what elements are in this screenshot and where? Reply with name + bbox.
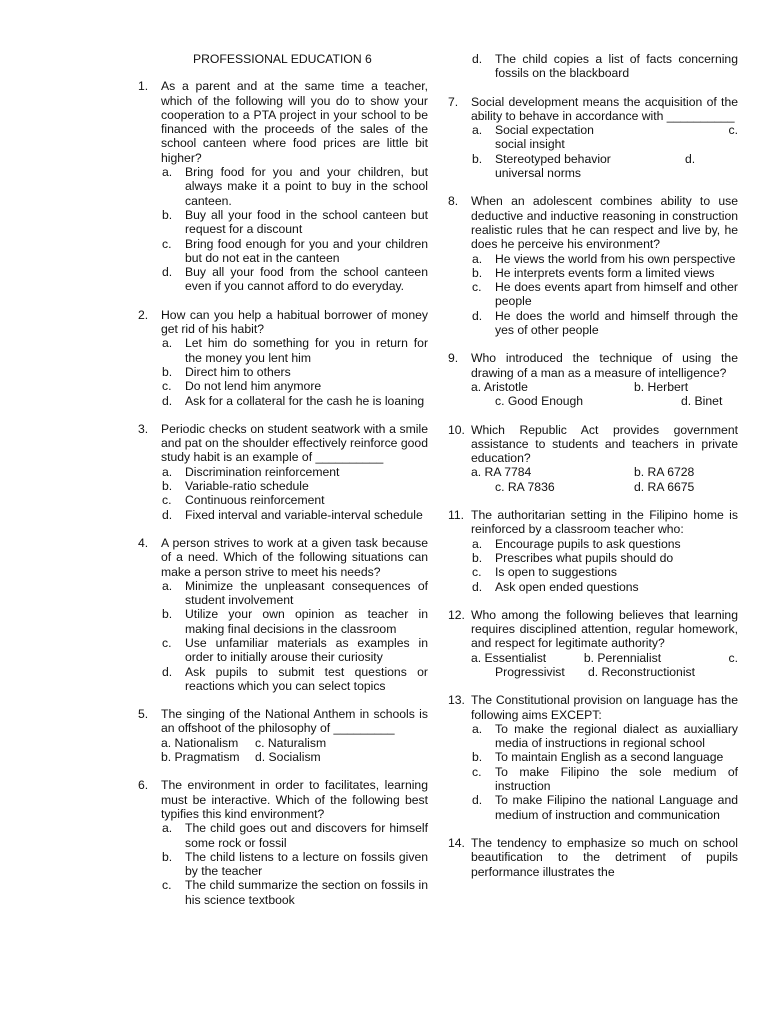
- option-d: d. Buy all your food from the school canteen even if you cannot afford to do everyday.: [162, 265, 428, 294]
- options-row: [471, 380, 738, 394]
- question-6: [138, 778, 428, 907]
- options-row: [471, 465, 738, 479]
- option-c: c. Is open to suggestions: [472, 565, 617, 580]
- question-number: 2.: [138, 307, 149, 322]
- option-d: d. Ask open ended questions: [472, 579, 639, 594]
- option-a: a. Social expectation c.: [472, 123, 738, 138]
- option-d: d. Fixed interval and variable-interval schedule: [162, 507, 423, 522]
- options-row: [161, 750, 428, 764]
- question-text: The authoritarian setting in the Filipino home is reinforced by a classroom teacher who:: [471, 508, 738, 537]
- question-8: [448, 194, 738, 337]
- option-a: a. He views the world from his own perspective: [472, 251, 736, 266]
- option-c: Progressivist: [495, 664, 565, 679]
- options-row: [471, 394, 738, 408]
- question-12: [448, 608, 738, 679]
- option-b: b. RA 6728: [634, 465, 695, 480]
- question-5: [138, 707, 428, 764]
- question-text: Who among the following believes that learning requires disciplined attention, regular homework, and respect for legitimate authority?: [471, 607, 738, 651]
- option-b: b. Herbert: [634, 379, 689, 394]
- question-number: 1.: [138, 79, 149, 94]
- question-number: 11.: [448, 508, 465, 523]
- option-a: a. Let him do something for you in return for the money you lent him: [162, 336, 428, 365]
- question-text: Social development means the acquisition of the ability to behave in accordance with __________: [471, 94, 738, 123]
- option-b: b. To maintain English as a second language: [472, 750, 724, 765]
- question-number: 13.: [448, 693, 465, 708]
- option-c: social insight: [495, 137, 565, 152]
- option-d: d. Ask pupils to submit test questions or reactions which you can select topics: [162, 664, 428, 693]
- option-a: a. Minimize the unpleasant consequences of student involvement: [162, 578, 428, 608]
- question-text: The singing of the National Anthem in schools is an offshoot of the philosophy of _________: [161, 707, 428, 736]
- question-text: The tendency to emphasize so much on school beautification to the detriment of pupils performance illustrates the: [471, 835, 738, 879]
- question-9: [448, 351, 738, 408]
- option-d: d. He does the world and himself through the yes of other people: [472, 308, 738, 338]
- question-7: [448, 95, 738, 181]
- option-a: a. Essentialist: [471, 650, 547, 665]
- page-title: PROFESSIONAL EDUCATION 6: [193, 52, 372, 66]
- option-b: b. Perennialist: [583, 650, 662, 665]
- question-text: The environment in order to facilitates, learning must be interactive. Which of the following best typifies this kind environment?: [161, 778, 428, 821]
- question-number: 14.: [448, 835, 465, 850]
- question-text: The Constitutional provision on language has the following aims EXCEPT:: [471, 693, 738, 722]
- option-b: b. He interprets events form a limited views: [472, 265, 715, 280]
- option-d: d. Binet: [681, 394, 723, 409]
- option-c: c. Use unfamiliar materials as examples in order to initially arouse their curiosity: [162, 635, 428, 665]
- option-c: c. Naturalism: [255, 735, 327, 750]
- option-b: b. Pragmatism: [161, 750, 240, 765]
- option-a: a. Encourage pupils to ask questions: [472, 536, 681, 551]
- option-a: a. RA 7784: [471, 465, 532, 480]
- question-number: 12.: [448, 607, 465, 622]
- question-4: [138, 536, 428, 693]
- option-c: c. Good Enough: [495, 394, 584, 409]
- question-number: 4.: [138, 535, 149, 550]
- option-c-label: c.: [728, 650, 738, 665]
- question-text: When an adolescent combines ability to use deductive and inductive reasoning in construction realistic rules that he can respect and live by, he does he perceive his environment?: [471, 194, 738, 252]
- question-text: A person strives to work at a given task because of a need. Which of the following situations can make a person strive to meet his needs?: [161, 535, 428, 579]
- question-2: [138, 308, 428, 408]
- option-b: b. Buy all your food in the school canteen but request for a discount: [162, 207, 428, 237]
- option-c: c. The child summarize the section on fossils in his science textbook: [162, 878, 428, 907]
- question-13: [448, 693, 738, 822]
- question-number: 7.: [448, 94, 459, 109]
- question-1: [138, 79, 428, 293]
- option-b: b. The child listens to a lecture on fossils given by the teacher: [162, 849, 428, 879]
- option-d: d. The child copies a list of facts concerning fossils on the blackboard: [472, 52, 738, 81]
- option-a: a. Discrimination reinforcement: [162, 464, 340, 479]
- question-number: 5.: [138, 707, 149, 722]
- option-b: b. Utilize your own opinion as teacher in making final decisions in the classroom: [162, 607, 428, 636]
- question-14: [448, 836, 738, 879]
- option-a: a. The child goes out and discovers for himself some rock or fossil: [162, 821, 428, 850]
- option-a: a. To make the regional dialect as auxialliary media of instructions in regional school: [472, 721, 738, 751]
- options-row: [471, 480, 738, 494]
- question-text: How can you help a habitual borrower of money get rid of his habit?: [161, 307, 428, 337]
- option-b: b. Prescribes what pupils should do: [472, 550, 674, 565]
- right-column: [448, 52, 738, 879]
- option-c: c. RA 7836: [495, 479, 555, 494]
- question-text: Which Republic Act provides government assistance to students and teachers in private education?: [471, 422, 738, 466]
- option-c: c. He does events apart from himself and other people: [472, 280, 738, 309]
- option-d: d. Socialism: [255, 750, 321, 765]
- question-3: [138, 422, 428, 522]
- options-row: [471, 651, 738, 665]
- option-c: c. To make Filipino the sole medium of instruction: [472, 764, 738, 794]
- options-row: [161, 736, 428, 750]
- question-text: Who introduced the technique of using the drawing of a man as a measure of intelligence?: [471, 351, 738, 380]
- question-number: 3.: [138, 421, 149, 436]
- question-number: 9.: [448, 351, 459, 366]
- option-b: b. Direct him to others: [162, 364, 291, 379]
- question-11: [448, 508, 738, 594]
- option-c: c. Do not lend him anymore: [162, 379, 322, 394]
- option-b: b. Variable-ratio schedule: [162, 479, 309, 494]
- question-text: As a parent and at the same time a teacher, which of the following will you do to show your cooperation to a PTA project in your school to be financed with the proceeds of the sales of the school canteen where food prices are little bit higher?: [161, 79, 428, 165]
- option-d: d. To make Filipino the national Language and medium of instruction and communication: [472, 793, 738, 822]
- left-column: [138, 52, 428, 907]
- option-d: universal norms: [495, 166, 582, 181]
- option-c: c. Continuous reinforcement: [162, 493, 325, 508]
- option-a: a. Aristotle: [471, 379, 528, 394]
- options-row: [471, 665, 738, 679]
- option-a: a. Bring food for you and your children, but always make it a point to buy in the school canteen.: [162, 165, 428, 208]
- option-c: c. Bring food enough for you and your children but do not eat in the canteen: [162, 236, 428, 265]
- question-number: 6.: [138, 778, 149, 793]
- option-a: a. Nationalism: [161, 735, 239, 750]
- question-10: [448, 423, 738, 494]
- option-d: d. Reconstructionist: [588, 664, 696, 679]
- option-d: d. Ask for a collateral for the cash he is loaning: [162, 393, 425, 408]
- option-d: d. RA 6675: [634, 479, 695, 494]
- option-b: b. Stereotyped behavior d.: [472, 151, 696, 166]
- question-number: 10.: [448, 422, 465, 437]
- question-6-continued: [448, 52, 738, 81]
- question-number: 8.: [448, 194, 459, 209]
- question-text: Periodic checks on student seatwork with a smile and pat on the shoulder effectively reinforce good study habit is an example of __________: [161, 421, 428, 465]
